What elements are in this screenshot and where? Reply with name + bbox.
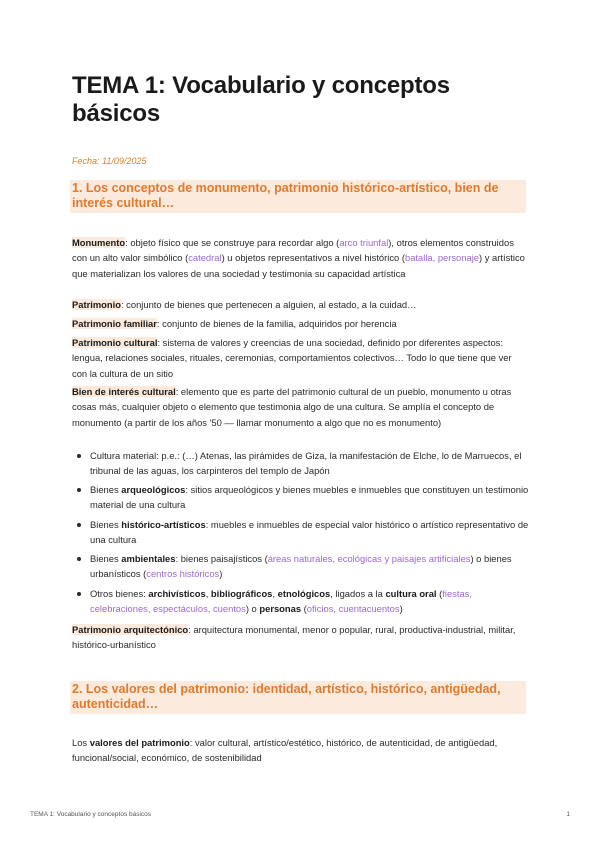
section-1-heading: 1. Los conceptos de monumento, patrimonio histórico-artístico, bien de interés cultural… (70, 180, 526, 213)
link-arco-triunfal[interactable]: arco triunfal (339, 237, 389, 248)
term-monumento: Monumento (72, 237, 126, 248)
list-item-text: ( (301, 603, 307, 615)
valores-paragraph (72, 735, 528, 766)
list-item-bold: archivísticos (148, 588, 206, 599)
term-bien-interes-cultural: Bien de interés cultural (72, 386, 176, 397)
list-item-text: : muebles e inmuebles de especial valor histórico o artístico representativo de una cultura (90, 519, 529, 546)
bullet-dot (77, 557, 81, 561)
definition-monumento (72, 235, 528, 281)
footer-title: TEMA 1: Vocabulario y conceptos básicos (30, 811, 152, 818)
definition-text: : conjunto de bienes que pertenecen a alguien, al estado, a la cuidad… (120, 299, 417, 310)
term-patrimonio-arquitectonico: Patrimonio arquitectónico (72, 624, 189, 635)
list-item-historico-artisticos (72, 517, 534, 548)
definition-bien-interes-cultural (72, 384, 528, 430)
definition-patrimonio-familiar (72, 316, 528, 331)
paragraph-text: : valor cultural, artístico/estético, histórico, de autenticidad, de antigüedad, funcional/social, económico, de sostenibilidad (72, 737, 498, 764)
term-patrimonio-cultural: Patrimonio cultural (72, 337, 158, 348)
list-item-text: Bienes (90, 519, 122, 530)
definition-text: : sistema de valores y creencias de una sociedad, definido por diferentes aspectos: lengua, relaciones sociales, rituales, ceremonias, comportamientos colectivos… Todo lo que tiene que ver con la cultura de un sitio (72, 337, 512, 379)
list-item-text: ( (436, 588, 443, 599)
paragraph-text: Los (72, 737, 90, 748)
list-item-text: , (272, 588, 278, 599)
link-centros-historicos[interactable]: centros históricos (146, 568, 220, 580)
bullet-dot (77, 454, 81, 458)
document-date: Fecha: 11/09/2025 (72, 156, 147, 166)
page-number: 1 (566, 811, 570, 818)
list-item-bold: cultura oral (385, 588, 437, 599)
link-batalla-personaje[interactable]: batalla, personaje (404, 252, 479, 264)
link-catedral[interactable]: catedral (188, 252, 222, 264)
list-item-bold: bibliográficos (210, 588, 273, 599)
definition-text: : elemento que es parte del patrimonio cultural de un pueblo, monumento u otras cosas más, cualquier objeto o elemento que testimonia algo de una cultura. Se amplía el concepto de monumento (a partir de los años '50 — llamar monumento a algo que no es monumento) (72, 386, 512, 428)
list-item-text: , (205, 588, 211, 599)
list-item-text: , ligados a la (330, 588, 386, 599)
bullet-dot (77, 592, 81, 596)
list-item-text: Otros bienes: (90, 588, 149, 599)
definition-patrimonio-cultural (72, 335, 528, 381)
link-areas-naturales[interactable]: áreas naturales, ecológicas y paisajes artificiales (267, 553, 471, 564)
document-title: TEMA 1: Vocabulario y conceptos básicos (72, 72, 450, 127)
list-item-otros-bienes (72, 586, 534, 617)
list-item-bold: personas (259, 603, 302, 615)
list-item-arqueologicos (72, 482, 534, 513)
list-item-text: ) (399, 603, 403, 615)
list-item-text: : sitios arqueológicos y bienes muebles e inmuebles que constituyen un testimonio material de una cultura (90, 484, 529, 511)
list-item-text: ) o (245, 603, 260, 615)
definition-text: ) y artístico que materializan los valores de una sociedad y testimonia su capacidad artística (72, 252, 525, 279)
list-item-cultura-material (72, 448, 534, 479)
list-item-text: Cultura material: p.e.: (…) Atenas, las pirámides de Giza, la manifestación de Elche, lo de Marruecos, el tribunal de las aguas, los carpinteros del templo de Japón (90, 450, 522, 477)
term-valores-patrimonio: valores del patrimonio (89, 737, 190, 748)
list-item-text: Bienes (90, 553, 122, 564)
definition-text: ) u objetos representativos a nivel histórico ( (221, 252, 405, 264)
list-item-text: ) (219, 568, 223, 580)
list-item-text: : bienes paisajísticos ( (175, 553, 268, 564)
term-patrimonio: Patrimonio (72, 299, 121, 310)
bullet-dot (77, 523, 81, 527)
list-item-text: ) o bienes urbanísticos ( (90, 553, 512, 580)
section-2-heading: 2. Los valores del patrimonio: identidad, artístico, histórico, antigüedad, autenticidad… (70, 681, 526, 714)
definition-text: : arquitectura monumental, menor o popular, rural, productiva-industrial, militar, histórico-urbanístico (72, 624, 516, 651)
list-item-bold: arqueológicos (121, 484, 186, 495)
definition-patrimonio-arquitectonico (72, 622, 528, 653)
link-fiestas-celebraciones[interactable]: fiestas, celebraciones, espectáculos, cuentos (90, 588, 472, 615)
definition-text: : objeto físico que se construye para recordar algo ( (125, 237, 340, 248)
list-item-text: Bienes (90, 484, 122, 495)
list-item-bold: ambientales (121, 553, 176, 564)
bullet-dot (77, 488, 81, 492)
definition-patrimonio (72, 297, 528, 312)
definition-text: ), otros elementos construidos con un alto valor simbólico ( (72, 237, 514, 264)
list-item-bold: etnológicos (277, 588, 331, 599)
list-item-bold: histórico-artísticos (121, 519, 206, 530)
definition-text: : conjunto de bienes de la familia, adquiridos por herencia (156, 318, 397, 329)
list-item-ambientales (72, 551, 534, 582)
link-oficios-cuentacuentos[interactable]: oficios, cuentacuentos (306, 603, 400, 615)
term-patrimonio-familiar: Patrimonio familiar (72, 318, 157, 329)
